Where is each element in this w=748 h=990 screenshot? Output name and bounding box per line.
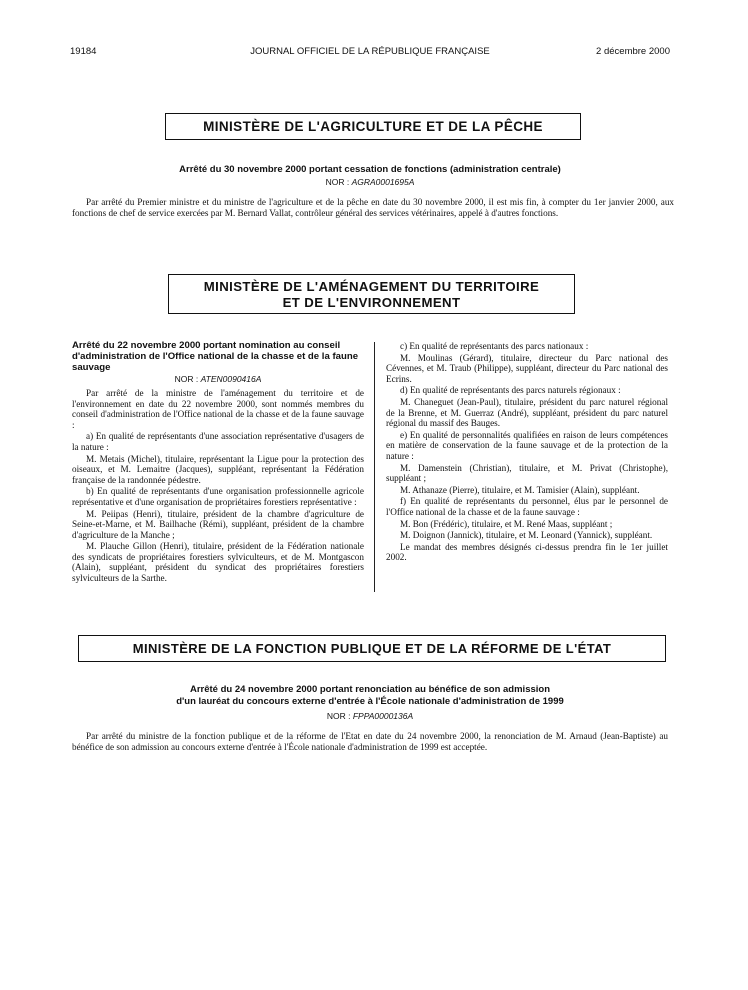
paragraph: Le mandat des membres désignés ci-dessus prendra fin le 1er juillet 2002. (386, 541, 668, 563)
nor-reference: NOR : ATEN0090416A (174, 374, 262, 385)
nor-code: ATEN0090416A (200, 374, 262, 385)
ministry-box-fonction-publique (78, 635, 666, 662)
nor-reference: NOR : AGRA0001695A (325, 177, 415, 187)
paragraph: M. Bon (Frédéric), titulaire, et M. René Maas, suppléant ; (400, 518, 613, 529)
nor-reference: NOR : FPPA0000136A (326, 711, 414, 721)
nor-code: FPPA0000136A (352, 711, 414, 721)
paragraph: M. Athanaze (Pierre), titulaire, et M. Tamisier (Alain), suppléant. (400, 484, 640, 495)
paragraph: f) En qualité de représentants du personnel, élus par le personnel de l'Office national de la chasse et de la faune sauvage : (386, 496, 668, 517)
paragraph: M. Peiipas (Henri), titulaire, président de la chambre d'agriculture de Seine-et-Marne, et M. Bailhache (Rémi), suppléant, président de la chambre d'agriculture de la Manche ; (72, 508, 364, 540)
arrete-body: Par arrêté du Premier ministre et du ministre de l'agriculture et de la pêche en date du 30 novembre 2000, il est mis fin, à compter du 1er janvier 2000, aux fonctions de chef de service exercées par M. Bernard Vallat, contrôleur général des services vétérinaires, appelé à d'autres fonctions. (72, 197, 674, 218)
ministry-title: MINISTÈRE DE LA FONCTION PUBLIQUE ET DE LA RÉFORME DE L'ÉTAT (132, 641, 612, 656)
paragraph: b) En qualité de représentants d'une organisation professionnelle agricole représentative et d'une organisation de propriétaires forestiers représentative : (72, 486, 364, 507)
paragraph: a) En qualité de représentants d'une association représentative d'usagers de la nature : (72, 431, 364, 452)
ministry-title: MINISTÈRE DE L'AGRICULTURE ET DE LA PÊCHE (203, 119, 543, 134)
ministry-title-line2: ET DE L'ENVIRONNEMENT (282, 295, 461, 310)
issue-date: 2 décembre 2000 (596, 46, 670, 57)
paragraph: Par arrêté de la ministre de l'aménagement du territoire et de l'environnement en date du 22 novembre 2000, sont nommés membres du conseil d'administration de l'Office national de la chasse et de la faune sauvage : (72, 387, 364, 430)
paragraph: M. Doignon (Jannick), titulaire, et M. Leonard (Yannick), suppléant. (400, 530, 653, 541)
left-column (72, 341, 364, 585)
paragraph: c) En qualité de représentants des parcs nationaux : (400, 341, 589, 351)
page-number: 19184 (70, 46, 97, 57)
arrete-title: Arrêté du 24 novembre 2000 portant renonciation au bénéfice de son admission d'un lauréat du concours externe d'entrée à l'École nationale d'administration de 1999 (176, 684, 564, 707)
paragraph: M. Damenstein (Christian), titulaire, et M. Privat (Christophe), suppléant ; (386, 462, 668, 484)
paragraph: M. Moulinas (Gérard), titulaire, directeur du Parc national des Cévennes, et M. Traub (Philippe), suppléant, directeur du Parc national des Ecrins. (386, 352, 668, 384)
paragraph: M. Metais (Michel), titulaire, représentant la Ligue pour la protection des oiseaux, et M. Lemaitre (Jacques), suppléant, représentant la Fédération française de la randonnée pédestre. (72, 453, 364, 485)
nor-code: AGRA0001695A (351, 177, 415, 187)
ministry-title-line1: MINISTÈRE DE L'AMÉNAGEMENT DU TERRITOIRE (203, 279, 540, 294)
arrete-title: Arrêté du 22 novembre 2000 portant nomination au conseil d'administration de l'Office national de la chasse et de la faune sauvage (72, 340, 359, 373)
paragraph: d) En qualité de représentants des parcs naturels régionaux : (400, 385, 621, 396)
right-column (386, 341, 668, 564)
journal-title: JOURNAL OFFICIEL DE LA RÉPUBLIQUE FRANÇAISE (250, 46, 490, 57)
paragraph: M. Plauche Gillon (Henri), titulaire, président de la Fédération nationale des syndicats de propriétaires forestiers sylviculteurs, et de M. Montgascon (Alain), suppléant, président du syndicat des propriétaires forestiers sylviculteurs de la Sarthe. (72, 541, 364, 584)
paragraph: e) En qualité de personnalités qualifiées en raison de leurs compétences en matière de conservation de la faune sauvage et de la protection de la nature : (386, 429, 668, 461)
column-divider (374, 342, 375, 592)
ministry-box-agriculture (165, 113, 581, 140)
ministry-box-amenagement (168, 274, 575, 314)
page-header (70, 46, 670, 62)
arrete-body: Par arrêté du ministre de la fonction publique et de la réforme de l'Etat en date du 24 novembre 2000, la renonciation de M. Arnaud (Jean-Baptiste) au bénéfice de son admission au concours externe d'entrée à l'École nationale d'administration de 1999 est acceptée. (72, 731, 668, 752)
arrete-title: Arrêté du 30 novembre 2000 portant cessation de fonctions (administration centrale) (179, 164, 561, 175)
paragraph: M. Chaneguet (Jean-Paul), titulaire, président du parc naturel régional de la Brenne, et M. Guerraz (André), suppléant, président du parc naturel régional du massif des Bauges. (386, 396, 668, 429)
